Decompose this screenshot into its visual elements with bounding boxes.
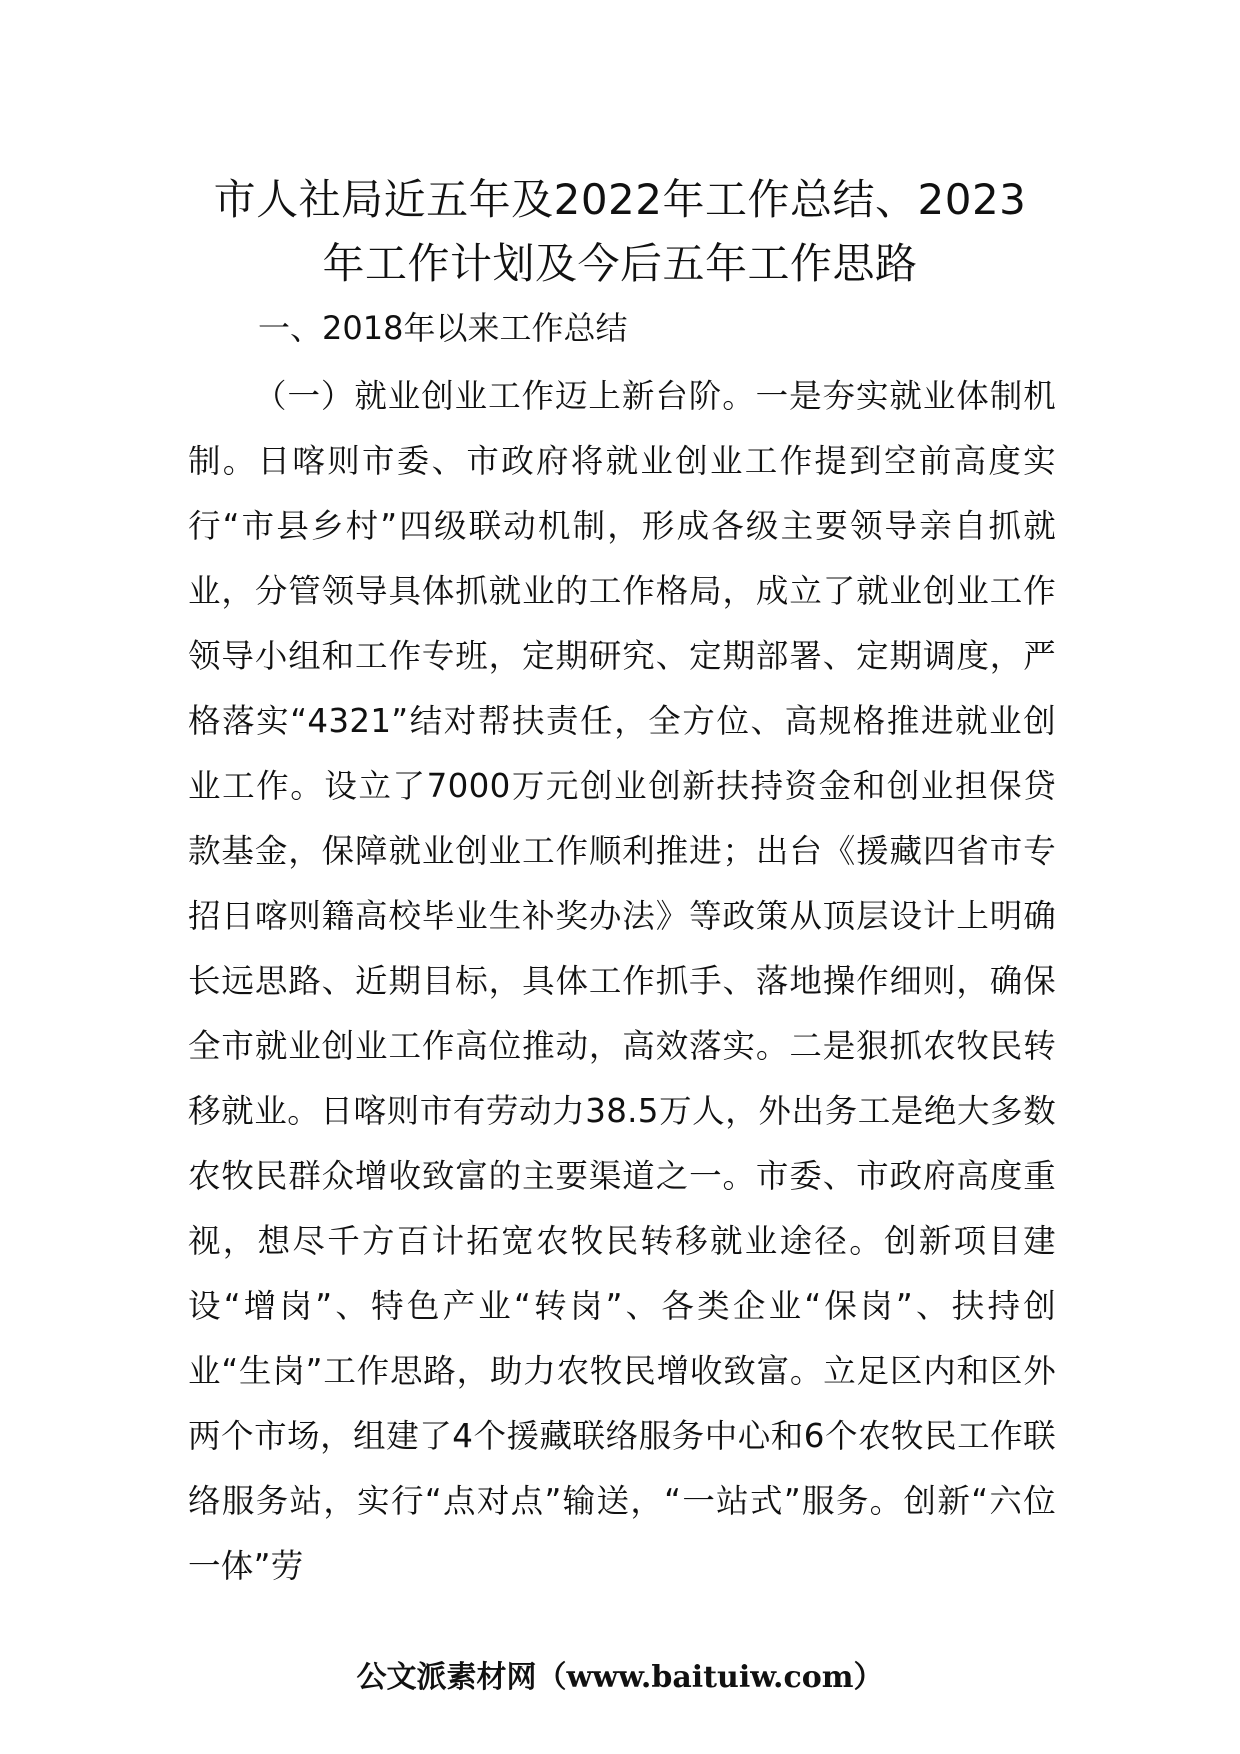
document-title: [150, 168, 1090, 296]
title-line-1: 市人社局近五年及2022年工作总结、2023: [213, 175, 1027, 224]
footer-watermark: 公文派素材网（www.baituiw.com）: [356, 1660, 884, 1695]
section-heading: 一、2018年以来工作总结: [258, 309, 628, 347]
body-paragraph: （一）就业创业工作迈上新台阶。一是夯实就业体制机制。日喀则市委、市政府将就业创业工作提到空前高度实行“市县乡村”四级联动机制，形成各级主要领导亲自抓就业，分管领导具体抓就业的工作格局，成立了就业创业工作领导小组和工作专班，定期研究、定期部署、定期调度，严格落实“4321”结对帮扶责任，全方位、高规格推进就业创业工作。设立了7000万元创业创新扶持资金和创业担保贷款基金，保障就业创业工作顺利推进；出台《援藏四省市专招日喀则籍高校毕业生补奖办法》等政策从顶层设计上明确长远思路、近期目标，具体工作抓手、落地操作细则，确保全市就业创业工作高位推动，高效落实。二是狠抓农牧民转移就业。日喀则市有劳动力38.5万人，外出务工是绝大多数农牧民群众增收致富的主要渠道之一。市委、市政府高度重视，想尽千方百计拓宽农牧民转移就业途径。创新项目建设“增岗”、特色产业“转岗”、各类企业“保岗”、扶持创业“生岗”工作思路，助力农牧民增收致富。立足区内和区外两个市场，组建了4个援藏联络服务中心和6个农牧民工作联络服务站，实行“点对点”输送，“一站式”服务。创新“六位一体”劳: [188, 377, 1056, 1585]
title-line-2: 年工作计划及今后五年工作思路: [322, 239, 918, 288]
